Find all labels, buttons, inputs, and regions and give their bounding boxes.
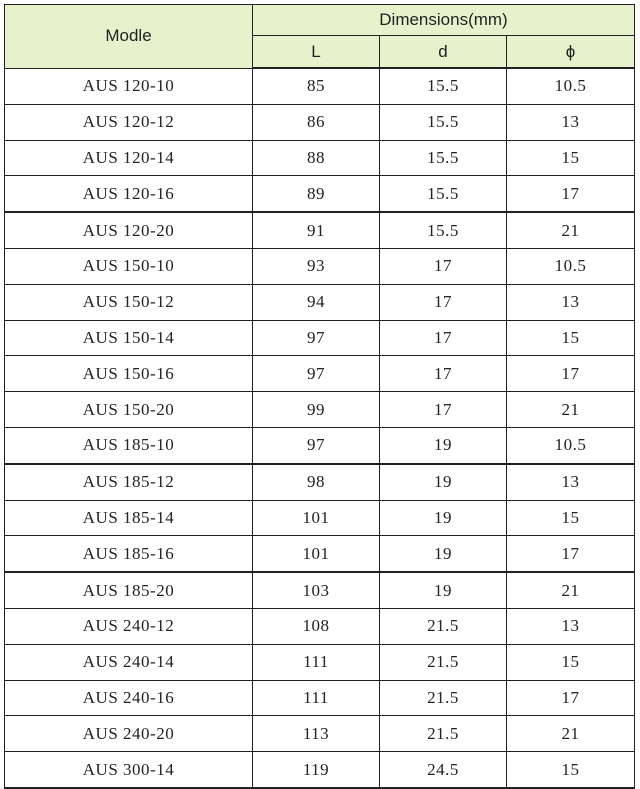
header-L: L [253, 36, 380, 69]
cell-model: AUS 185-10 [5, 427, 253, 463]
table-row [5, 716, 635, 752]
cell-d: 15.5 [380, 104, 507, 140]
cell-d: 17 [380, 356, 507, 392]
cell-phi: 13 [507, 104, 635, 140]
header-d: d [380, 36, 507, 69]
cell-d: 19 [380, 427, 507, 463]
cell-model: AUS 150-10 [5, 248, 253, 284]
cell-phi: 10.5 [507, 68, 635, 104]
cell-L: 103 [253, 572, 380, 608]
cell-L: 113 [253, 716, 380, 752]
header-model: Modle [5, 5, 253, 69]
cell-model: AUS 185-16 [5, 536, 253, 572]
cell-model: AUS 150-16 [5, 356, 253, 392]
cell-L: 93 [253, 248, 380, 284]
table-row [5, 176, 635, 212]
table-row [5, 320, 635, 356]
cell-L: 85 [253, 68, 380, 104]
cell-phi: 13 [507, 608, 635, 644]
cell-L: 89 [253, 176, 380, 212]
cell-L: 94 [253, 284, 380, 320]
cell-model: AUS 150-20 [5, 392, 253, 428]
cell-d: 21.5 [380, 716, 507, 752]
cell-model: AUS 150-14 [5, 320, 253, 356]
table-row [5, 104, 635, 140]
cell-model: AUS 150-12 [5, 284, 253, 320]
header-phi: ϕ [507, 36, 635, 69]
table-row [5, 427, 635, 463]
cell-d: 17 [380, 320, 507, 356]
table-row [5, 644, 635, 680]
cell-model: AUS 120-12 [5, 104, 253, 140]
cell-model: AUS 185-20 [5, 572, 253, 608]
cell-d: 15.5 [380, 140, 507, 176]
cell-phi: 15 [507, 320, 635, 356]
cell-L: 111 [253, 680, 380, 716]
cell-L: 101 [253, 536, 380, 572]
cell-model: AUS 300-14 [5, 752, 253, 788]
cell-phi: 15 [507, 500, 635, 536]
table-row [5, 356, 635, 392]
cell-phi: 17 [507, 176, 635, 212]
cell-phi: 17 [507, 356, 635, 392]
header-dimensions: Dimensions(mm) [253, 5, 635, 36]
cell-model: AUS 120-20 [5, 212, 253, 248]
cell-d: 15.5 [380, 176, 507, 212]
cell-model: AUS 120-10 [5, 68, 253, 104]
cell-L: 91 [253, 212, 380, 248]
cell-phi: 15 [507, 140, 635, 176]
cell-phi: 10.5 [507, 248, 635, 284]
table-body [5, 68, 635, 788]
cell-d: 19 [380, 464, 507, 500]
table-header [5, 5, 635, 69]
cell-model: AUS 240-14 [5, 644, 253, 680]
table-row [5, 572, 635, 608]
cell-L: 111 [253, 644, 380, 680]
cell-d: 15.5 [380, 68, 507, 104]
table-row [5, 464, 635, 500]
table-row [5, 248, 635, 284]
cell-L: 98 [253, 464, 380, 500]
table-row [5, 752, 635, 788]
cell-d: 17 [380, 392, 507, 428]
cell-phi: 15 [507, 644, 635, 680]
table-row [5, 500, 635, 536]
cell-L: 88 [253, 140, 380, 176]
dimensions-table [4, 4, 635, 789]
cell-phi: 21 [507, 212, 635, 248]
cell-model: AUS 185-14 [5, 500, 253, 536]
dimensions-table-container [4, 4, 634, 789]
cell-L: 108 [253, 608, 380, 644]
cell-phi: 21 [507, 716, 635, 752]
table-row [5, 284, 635, 320]
table-row [5, 608, 635, 644]
cell-L: 99 [253, 392, 380, 428]
cell-model: AUS 185-12 [5, 464, 253, 500]
cell-phi: 15 [507, 752, 635, 788]
cell-model: AUS 240-16 [5, 680, 253, 716]
cell-L: 97 [253, 356, 380, 392]
table-row [5, 536, 635, 572]
cell-L: 86 [253, 104, 380, 140]
cell-d: 19 [380, 536, 507, 572]
cell-model: AUS 120-16 [5, 176, 253, 212]
cell-L: 97 [253, 320, 380, 356]
cell-d: 17 [380, 248, 507, 284]
table-row [5, 212, 635, 248]
cell-model: AUS 240-20 [5, 716, 253, 752]
cell-model: AUS 120-14 [5, 140, 253, 176]
cell-model: AUS 240-12 [5, 608, 253, 644]
cell-d: 21.5 [380, 608, 507, 644]
cell-phi: 17 [507, 680, 635, 716]
cell-d: 21.5 [380, 644, 507, 680]
cell-d: 24.5 [380, 752, 507, 788]
cell-d: 19 [380, 500, 507, 536]
table-row [5, 68, 635, 104]
cell-d: 15.5 [380, 212, 507, 248]
cell-phi: 17 [507, 536, 635, 572]
cell-phi: 21 [507, 572, 635, 608]
table-row [5, 392, 635, 428]
cell-L: 97 [253, 427, 380, 463]
cell-d: 19 [380, 572, 507, 608]
table-row [5, 680, 635, 716]
cell-phi: 21 [507, 392, 635, 428]
table-row [5, 140, 635, 176]
cell-phi: 10.5 [507, 427, 635, 463]
cell-d: 17 [380, 284, 507, 320]
cell-L: 101 [253, 500, 380, 536]
cell-L: 119 [253, 752, 380, 788]
cell-phi: 13 [507, 284, 635, 320]
cell-d: 21.5 [380, 680, 507, 716]
cell-phi: 13 [507, 464, 635, 500]
